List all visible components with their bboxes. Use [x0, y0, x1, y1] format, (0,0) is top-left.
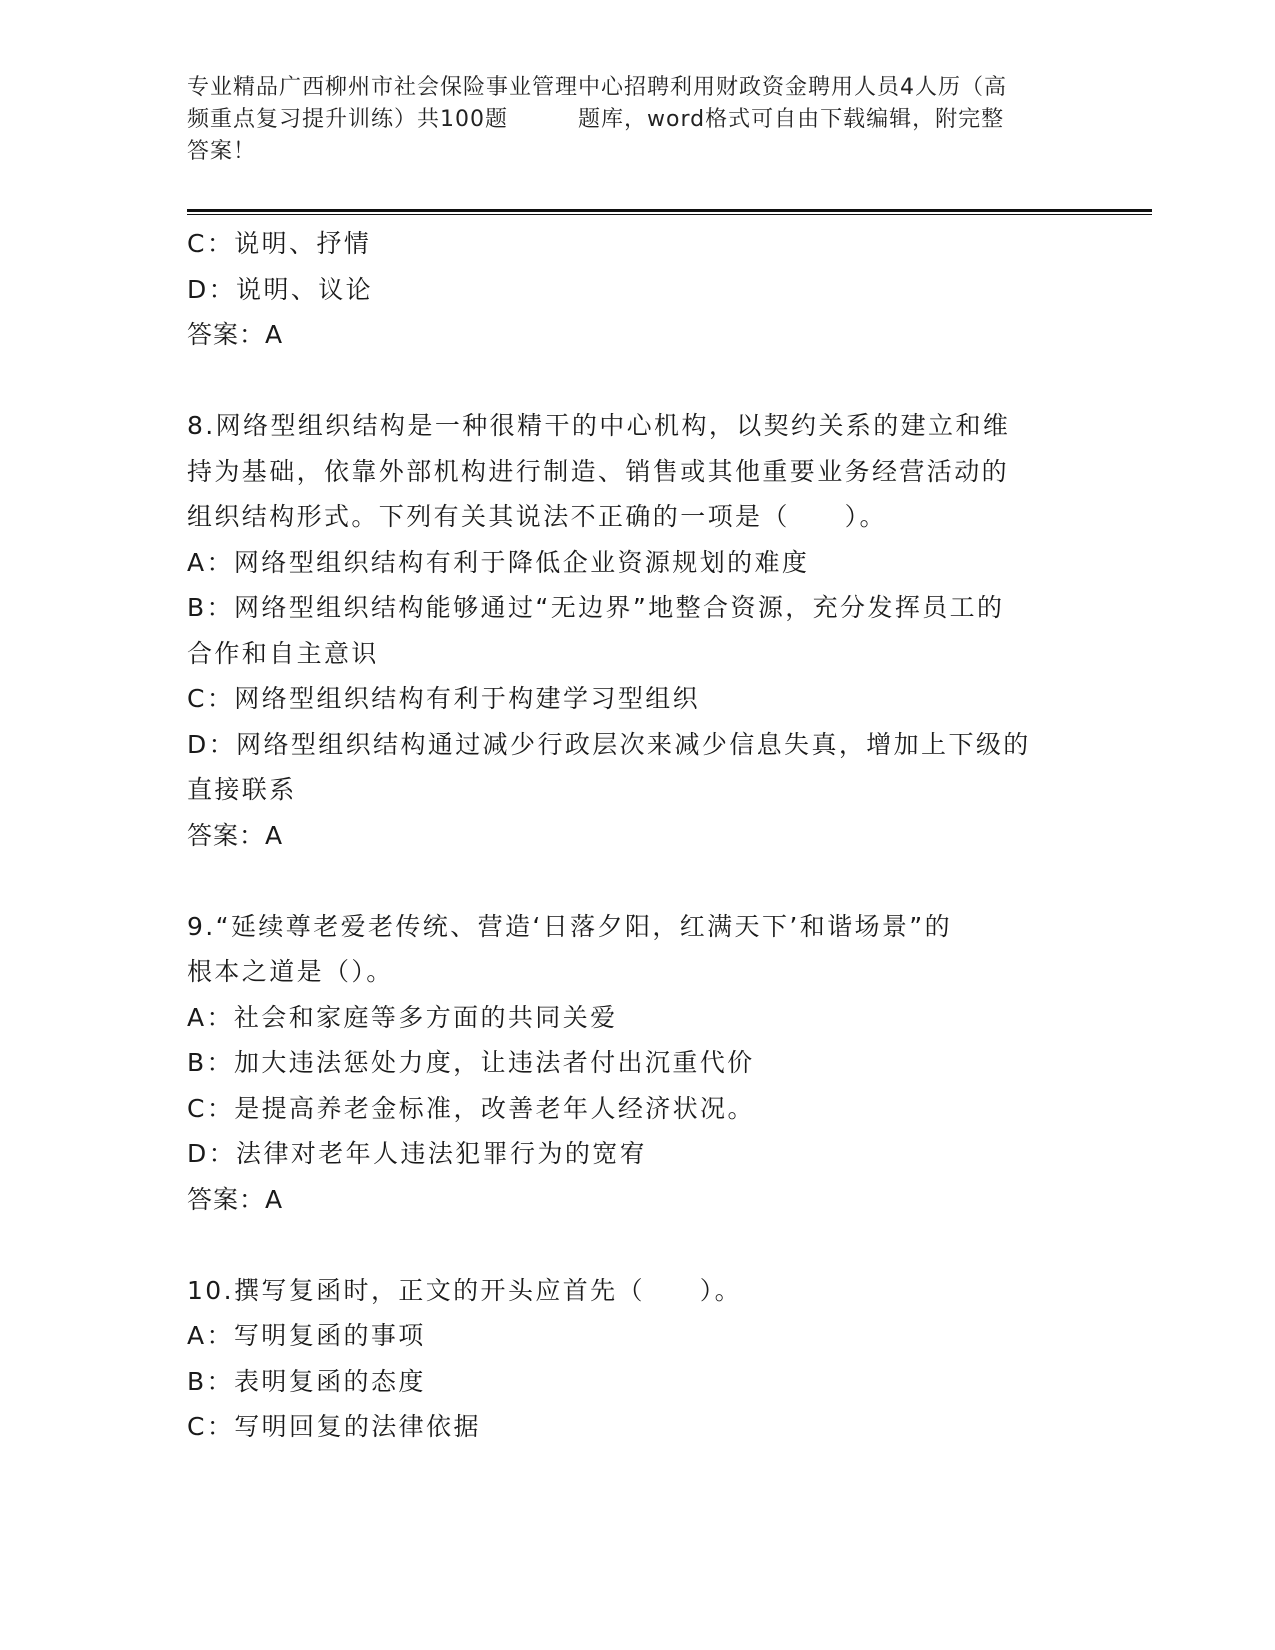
- q9-stem-line-1: 9.“延续尊老爱老传统、营造‘日落夕阳，红满天下’和谐场景”的: [187, 911, 953, 941]
- q9-option-a: A：社会和家庭等多方面的共同关爱: [187, 1002, 618, 1032]
- q10-option-c: C：写明回复的法律依据: [187, 1412, 481, 1441]
- q8-option-c: C：网络型组织结构有利于构建学习型组织: [187, 684, 701, 713]
- header-divider-thick: [187, 209, 1152, 212]
- q8-option-b-line-2: 合作和自主意识: [187, 638, 379, 668]
- q9-option-c: C：是提高养老金标准，改善老年人经济状况。: [187, 1093, 755, 1123]
- header-divider-thin: [187, 214, 1152, 215]
- header-line-3: 答案！: [187, 139, 257, 164]
- question-spacer: [187, 358, 1087, 404]
- q8-option-d-line-1: D：网络型组织结构通过减少行政层次来减少信息失真，增加上下级的: [187, 729, 1031, 759]
- header-line-1: 专业精品广西柳州市社会保险事业管理中心招聘利用财政资金聘用人员4人历（高: [187, 75, 1007, 100]
- header-line-2-part-1: 频重点复习提升训练）共100题: [187, 107, 508, 132]
- header-line-2-part-2: 题库，word格式可自由下载编辑，附完整: [578, 107, 1005, 132]
- q7-option-d: D：说明、议论: [187, 274, 374, 304]
- q8-answer: 答案：A: [187, 820, 284, 850]
- q8-stem-line-1: 8.网络型组织结构是一种很精干的中心机构，以契约关系的建立和维: [187, 411, 1011, 440]
- q10-stem-line-1: 10.撰写复函时，正文的开头应首先（ ）。: [187, 1275, 743, 1305]
- q8-option-b-line-1: B：网络型组织结构能够通过“无边界”地整合资源，充分发挥员工的: [187, 593, 1005, 622]
- question-spacer: [187, 1222, 1087, 1268]
- q7-answer: 答案：A: [187, 320, 284, 349]
- q9-option-b: B：加大违法惩处力度，让违法者付出沉重代价: [187, 1048, 755, 1077]
- q9-answer: 答案：A: [187, 1184, 284, 1214]
- question-content: [187, 221, 1087, 1450]
- q9-option-d: D：法律对老年人违法犯罪行为的宽宥: [187, 1139, 648, 1168]
- q9-stem-line-2: 根本之道是（）。: [187, 957, 394, 986]
- header-line-2: [187, 104, 1087, 136]
- q8-stem-line-2: 持为基础，依靠外部机构进行制造、销售或其他重要业务经营活动的: [187, 456, 1010, 486]
- document-header: [187, 72, 1087, 168]
- q8-stem-line-3: 组织结构形式。下列有关其说法不正确的一项是（ ）。: [187, 502, 887, 531]
- q8-option-a: A：网络型组织结构有利于降低企业资源规划的难度: [187, 547, 810, 577]
- q7-option-c: C：说明、抒情: [187, 229, 372, 258]
- q10-option-b: B：表明复函的态度: [187, 1366, 426, 1396]
- q10-option-a: A：写明复函的事项: [187, 1321, 426, 1350]
- q8-option-d-line-2: 直接联系: [187, 775, 297, 804]
- question-spacer: [187, 858, 1087, 904]
